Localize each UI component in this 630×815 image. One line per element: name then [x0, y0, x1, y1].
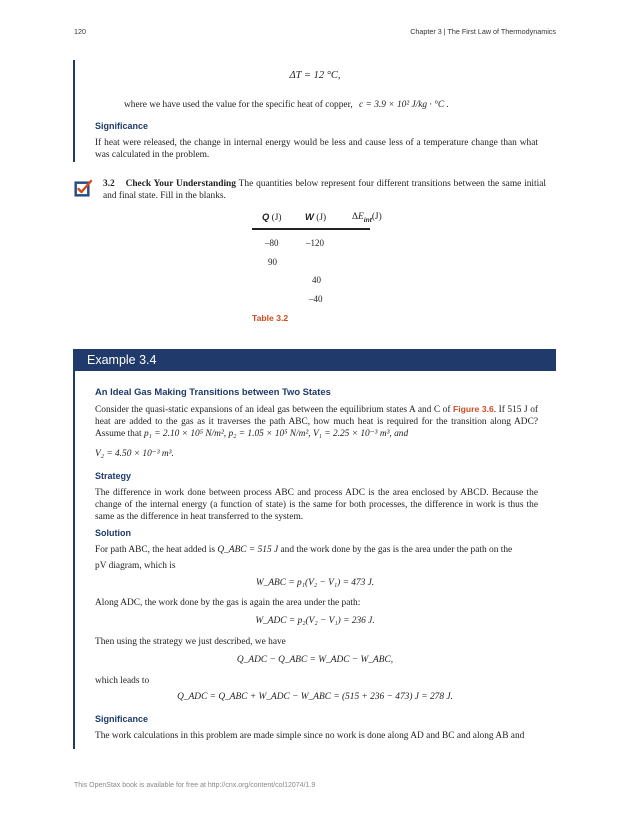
table-header-w: W (J)	[305, 211, 327, 223]
example-bar	[73, 349, 75, 749]
specific-heat-note-text: where we have used the value for the specific heat of copper,	[124, 100, 353, 110]
example-intro-part1: Consider the quasi-static expansions of an ideal gas between the equilibrium states A and C of	[95, 405, 451, 415]
strategy-text: The difference in work done between process ABC and process ADC is the area enclosed by ABCD. Because the change of the internal energy (a function of state) is the same for both processes, the difference in work is thus the same as the difference in heat transferred to the system.	[95, 488, 538, 522]
table-cell: 90	[268, 257, 277, 267]
along-adc-text: Along ADC, the work done by the gas is again the area under the path:	[95, 598, 361, 608]
example-intro-part2: . If 515 J of heat are added to the gas as it traverses the path ABC, how much heat is required for the transition along ADC? Assume that	[95, 405, 539, 439]
specific-heat-value: c = 3.9 × 10² J/kg · °C .	[359, 100, 449, 110]
figure-link[interactable]: Figure 3.6	[453, 404, 494, 414]
solution-heading: Solution	[95, 528, 131, 538]
table-cell: –40	[309, 294, 323, 304]
table-cell: –120	[306, 238, 324, 248]
solution-line-2: pV diagram, which is	[95, 561, 176, 571]
which-leads-text: which leads to	[95, 676, 150, 686]
example-intro	[95, 403, 538, 440]
significance-heading-2: Significance	[95, 714, 149, 724]
example-banner: Example 3.4	[73, 349, 556, 371]
table-rule	[252, 228, 370, 230]
example-title: An Ideal Gas Making Transitions between Two States	[95, 386, 331, 397]
delta-t-equation: ΔT = 12 °C,	[289, 70, 341, 81]
table-cell: 40	[312, 275, 321, 285]
eq-wabc: W_ABC = p₁(V₂ − V₁) = 473 J.	[255, 578, 375, 588]
solution-line1-a: For path ABC, the heat added is	[95, 545, 216, 555]
check-prompt: The quantities below represent four different transitions between the same initial and final state. Fill in the blanks.	[103, 179, 546, 201]
check-number: 3.2	[103, 179, 115, 189]
check-title: Check Your Understanding	[125, 179, 236, 189]
table-cell: –80	[265, 238, 279, 248]
eq-final: Q_ADC = Q_ABC + W_ADC − W_ABC = (515 + 236 − 473) J = 278 J.	[177, 692, 453, 702]
assumption-v2: V₂ = 4.50 × 10⁻³ m³.	[95, 449, 174, 459]
check-understanding-icon	[74, 178, 94, 198]
strategy-heading: Strategy	[95, 471, 132, 481]
significance-text-1: If heat were released, the change in internal energy would be less and cause less of a temperature change than what was calculated in the problem.	[95, 138, 538, 160]
page-number: 120	[74, 27, 86, 36]
eq-difference: Q_ADC − Q_ABC = W_ADC − W_ABC,	[236, 655, 394, 665]
eq-wadc: W_ADC = p₂(V₂ − V₁) = 236 J.	[255, 616, 375, 626]
qabc-equation: Q_ABC = 515 J	[217, 545, 279, 555]
footer-text: This OpenStax book is available for free at http://cnx.org/content/col12074/1.9	[74, 782, 316, 789]
significance-heading-1: Significance	[95, 121, 149, 131]
chapter-title: Chapter 3 | The First Law of Thermodynamics	[410, 27, 556, 36]
solution-line1-b: and the work done by the gas is the area under the path on the	[280, 545, 513, 555]
solution-line-1	[95, 544, 538, 556]
table-header-q: Q (J)	[262, 211, 282, 223]
specific-heat-note	[124, 99, 449, 111]
check-understanding-text	[103, 178, 546, 202]
table-caption: Table 3.2	[252, 313, 289, 323]
assumption-values: p₁ = 2.10 × 10⁵ N/m², p₂ = 1.05 × 10⁵ N/m², V₁ = 2.25 × 10⁻³ m³, and	[143, 429, 409, 439]
table-header-eint: $\Delta E_{int}(J)$	[352, 212, 382, 224]
then-using-text: Then using the strategy we just described, we have	[95, 637, 286, 647]
significance-text-2: The work calculations in this problem are made simple since no work is done along AD and BC and along AB and	[95, 731, 525, 741]
